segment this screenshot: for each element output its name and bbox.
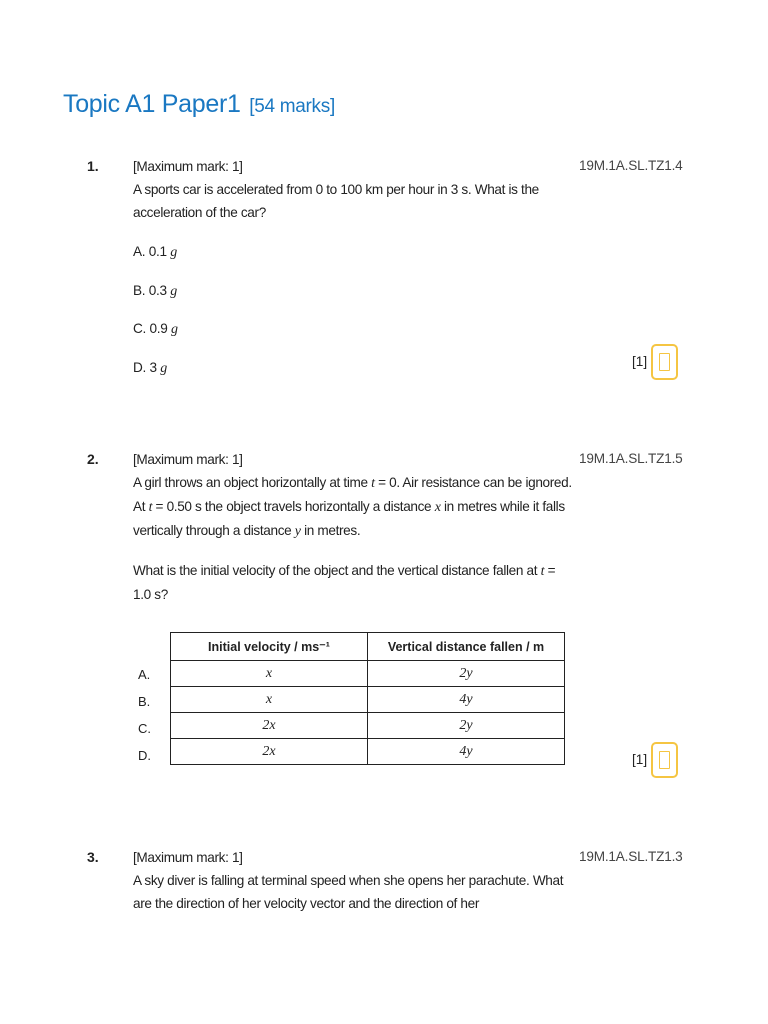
- question-number: 2.: [87, 451, 99, 467]
- question-number: 1.: [87, 158, 99, 174]
- distance-cell: 2y: [368, 661, 565, 687]
- total-marks: [54 marks]: [249, 96, 335, 117]
- question-body: [133, 155, 573, 224]
- question-body: [133, 448, 573, 606]
- topic-title: Topic A1 Paper1: [63, 90, 241, 118]
- question-reference: 19M.1A.SL.TZ1.3: [579, 849, 683, 864]
- row-label-b[interactable]: B.: [138, 694, 151, 709]
- row-label-d[interactable]: D.: [138, 748, 151, 763]
- option-d[interactable]: D. 3 g: [133, 360, 167, 376]
- velocity-cell: 2x: [171, 713, 368, 739]
- max-mark: [Maximum mark: 1]: [133, 159, 243, 174]
- option-c[interactable]: C. 0.9 g: [133, 321, 178, 337]
- page-title: [63, 90, 335, 119]
- hint-icon: [659, 353, 670, 371]
- table-row: [171, 739, 565, 765]
- max-mark: [Maximum mark: 1]: [133, 850, 243, 865]
- option-b[interactable]: B. 0.3 g: [133, 283, 177, 299]
- distance-cell: 4y: [368, 739, 565, 765]
- distance-cell: 4y: [368, 687, 565, 713]
- question-reference: 19M.1A.SL.TZ1.4: [579, 158, 683, 173]
- velocity-cell: x: [171, 661, 368, 687]
- table-row: [171, 687, 565, 713]
- question-body: [133, 846, 573, 915]
- column-header-velocity: Initial velocity / ms⁻¹: [171, 633, 368, 661]
- mark-value: [1]: [632, 354, 648, 369]
- hint-button[interactable]: [651, 742, 678, 778]
- row-label-c[interactable]: C.: [138, 721, 151, 736]
- hint-icon: [659, 751, 670, 769]
- question-reference: 19M.1A.SL.TZ1.5: [579, 451, 683, 466]
- hint-button[interactable]: [651, 344, 678, 380]
- velocity-cell: 2x: [171, 739, 368, 765]
- table-row: [171, 713, 565, 739]
- question-text: A sky diver is falling at terminal speed when she opens her parachute. What are the direction of her velocity vector and the direction of her: [133, 873, 564, 911]
- velocity-cell: x: [171, 687, 368, 713]
- max-mark: [Maximum mark: 1]: [133, 452, 243, 467]
- question-text: A girl throws an object horizontally at time t = 0. Air resistance can be ignored. At t = 0.50 s the object travels horizontally a distance x in metres while it falls vertically through a distance y in metres.: [133, 475, 572, 539]
- column-header-distance: Vertical distance fallen / m: [368, 633, 565, 661]
- table-row: [171, 661, 565, 687]
- answer-table: [170, 632, 565, 765]
- question-text: A sports car is accelerated from 0 to 100 km per hour in 3 s. What is the acceleration of the car?: [133, 182, 539, 220]
- option-a[interactable]: A. 0.1 g: [133, 244, 177, 260]
- question-number: 3.: [87, 849, 99, 865]
- mark-value: [1]: [632, 752, 648, 767]
- distance-cell: 2y: [368, 713, 565, 739]
- row-label-a[interactable]: A.: [138, 667, 151, 682]
- question-prompt: What is the initial velocity of the object and the vertical distance fallen at t = 1.0 s?: [133, 563, 556, 602]
